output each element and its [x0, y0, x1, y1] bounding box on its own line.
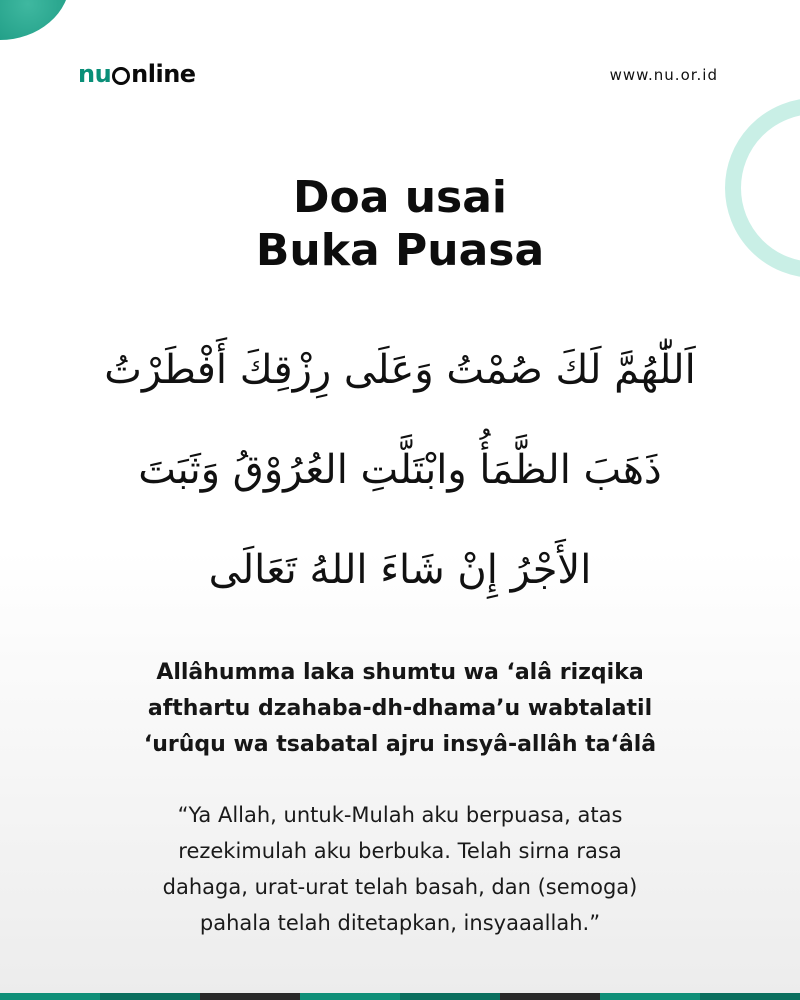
title-line-1: Doa usai — [292, 172, 508, 223]
translation-line-3: dahaga, urat-urat telah basah, dan (semoga) — [162, 875, 638, 899]
title-line-2: Buka Puasa — [255, 225, 545, 276]
bottom-bar-segment — [600, 993, 700, 1000]
transliteration-line-1: Allâhumma laka shumtu wa ‘alâ rizqika — [156, 660, 644, 685]
website-url: www.nu.or.id — [609, 66, 718, 84]
bottom-bar-segment — [0, 993, 100, 1000]
bottom-bar-segment — [400, 993, 500, 1000]
corner-decoration — [0, 0, 70, 40]
arabic-line-2: ذَهَبَ الظَّمَأُ وابْتَلَّتِ العُرُوْقُ وَثَبَتَ — [138, 447, 662, 493]
bottom-bar-segment — [100, 993, 200, 1000]
bottom-color-bar — [0, 993, 800, 1000]
logo-prefix: nu — [78, 60, 112, 88]
translation-line-1: “Ya Allah, untuk-Mulah aku berpuasa, atas — [177, 803, 623, 827]
arabic-line-1: اَللّٰهُمَّ لَكَ صُمْتُ وَعَلَى رِزْقِكَ أَفْطَرْتُ — [104, 347, 696, 393]
bottom-bar-segment — [200, 993, 300, 1000]
logo-suffix: nline — [131, 60, 196, 88]
logo-o-icon — [112, 67, 130, 85]
translation-line-2: rezekimulah aku berbuka. Telah sirna rasa — [178, 839, 622, 863]
bottom-bar-segment — [700, 993, 800, 1000]
translation-line-4: pahala telah ditetapkan, insyaaallah.” — [199, 911, 601, 935]
transliteration-line-3: ‘urûqu wa tsabatal ajru insyâ-allâh ta‘âlâ — [143, 732, 657, 757]
bottom-bar-segment — [500, 993, 600, 1000]
transliteration-line-2: afthartu dzahaba-dh-dhama’u wabtalatil — [147, 696, 653, 721]
nu-online-logo — [78, 60, 196, 88]
bottom-bar-segment — [300, 993, 400, 1000]
arabic-line-3: الأَجْرُ إِنْ شَاءَ اللهُ تَعَالَى — [208, 547, 592, 593]
